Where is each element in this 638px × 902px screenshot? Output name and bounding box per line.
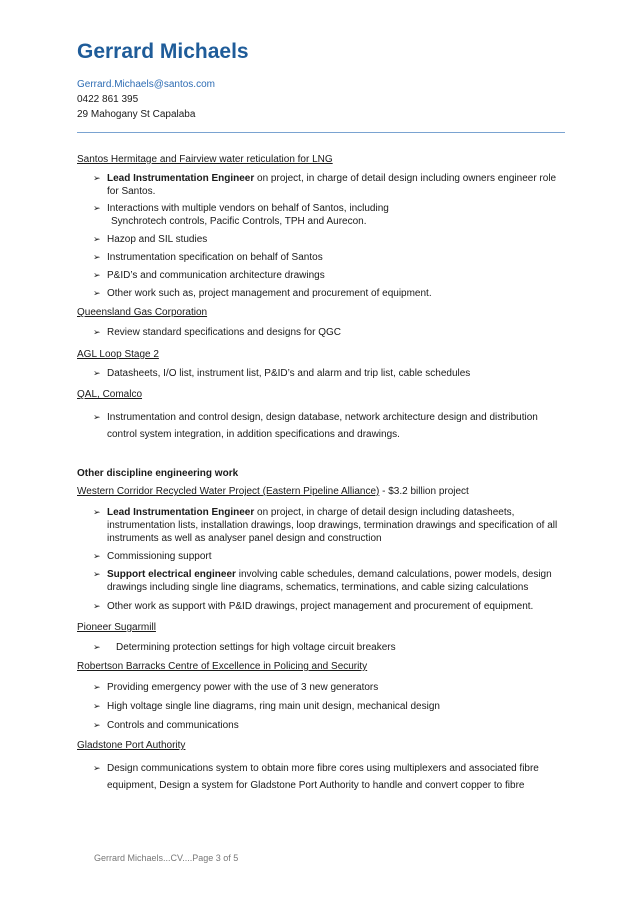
other-discipline-title: Other discipline engineering work [77,468,239,479]
arrow-bullet-icon: ➢ [93,412,101,422]
western-heading-line: Western Corridor Recycled Water Project (Eastern Pipeline Alliance) - $3.2 billion project [77,486,469,497]
arrow-bullet-icon: ➢ [93,327,101,337]
list-item: ➢ High voltage single line diagrams, ring main unit design, mechanical design [93,701,440,712]
gladstone-list [77,760,565,794]
arrow-bullet-icon: ➢ [93,252,101,262]
list-item: ➢ Datasheets, I/O list, instrument list, P&ID’s and alarm and trip list, cable schedules [93,368,471,379]
list-item: ➢ Providing emergency power with the use of 3 new generators [93,682,379,693]
email-link[interactable]: Gerrard.Michaels@santos.com [77,79,215,90]
arrow-bullet-icon: ➢ [93,601,101,611]
list-item: ➢ P&ID’s and communication architecture drawings [93,270,325,281]
robertson-list [77,681,565,732]
arrow-bullet-icon: ➢ [93,642,101,652]
arrow-bullet-icon: ➢ [93,234,101,244]
arrow-bullet-icon: ➢ [93,203,101,213]
arrow-bullet-icon: ➢ [93,507,101,517]
qgc-list [77,326,565,339]
arrow-bullet-icon: ➢ [93,682,101,692]
section-heading-agl: AGL Loop Stage 2 [77,349,159,360]
page-footer: Gerrard Michaels...CV....Page 3 of 5 [94,853,239,863]
agl-list [77,367,565,380]
section-heading-western: Western Corridor Recycled Water Project (Eastern Pipeline Alliance) [77,486,380,497]
arrow-bullet-icon: ➢ [93,173,101,183]
section-heading-gladstone: Gladstone Port Authority [77,740,186,751]
list-item: ➢ Instrumentation and control design, design database, network architecture design and distribution control system integration, in addition specifications and drawings. [93,409,565,443]
pioneer-list [77,641,565,654]
list-item: ➢ Other work as support with P&ID drawings, project management and procurement of equipment. [93,601,534,612]
list-item: ➢ Determining protection settings for high voltage circuit breakers [93,642,396,653]
list-item: ➢ Controls and communications [93,720,239,731]
experience-content [77,153,565,794]
list-item: ➢ Lead Instrumentation Engineer on project, in charge of detail design including datasheets, instrumentation lists, installation drawings, loop drawings, termination drawings and specification of all instruments as well as analyser panel design and construction [93,507,558,544]
section-heading-robertson: Robertson Barracks Centre of Excellence in Policing and Security [77,661,368,672]
arrow-bullet-icon: ➢ [93,288,101,298]
phone-number: 0422 861 395 [77,94,139,105]
list-item: ➢ Commissioning support [93,551,212,562]
list-item: ➢ Hazop and SIL studies [93,234,208,245]
list-item: ➢ Support electrical engineer involving cable schedules, demand calculations, power models, design drawings including single line diagrams, schematics, terminations, and cable sizing calculations [93,569,552,593]
contact-block [77,77,568,122]
arrow-bullet-icon: ➢ [93,763,101,773]
header [77,38,568,122]
list-item: ➢ Design communications system to obtain more fibre cores using multiplexers and associated fibre equipment, Design a system for Gladstone Port Authority to handle and convert copper to fibre [93,760,565,794]
list-item: ➢ Interactions with multiple vendors on behalf of Santos, including Synchrotech controls, Pacific Controls, TPH and Aurecon. [93,203,389,227]
list-item: ➢ Lead Instrumentation Engineer on project, in charge of detail design including owners engineer role for Santos. [93,173,557,197]
qal-list [77,409,565,443]
arrow-bullet-icon: ➢ [93,551,101,561]
header-divider [77,132,565,133]
section-heading-qgc: Queensland Gas Corporation [77,307,208,318]
arrow-bullet-icon: ➢ [93,720,101,730]
arrow-bullet-icon: ➢ [93,270,101,280]
address: 29 Mahogany St Capalaba [77,109,196,120]
section-heading-pioneer: Pioneer Sugarmill [77,622,156,633]
arrow-bullet-icon: ➢ [93,701,101,711]
section-heading-qal: QAL, Comalco [77,389,143,400]
list-item: ➢ Instrumentation specification on behalf of Santos [93,252,323,263]
list-item: ➢ Review standard specifications and designs for QGC [93,327,342,338]
arrow-bullet-icon: ➢ [93,569,101,579]
arrow-bullet-icon: ➢ [93,368,101,378]
candidate-name: Gerrard Michaels [77,40,249,63]
western-list [77,506,565,613]
list-item: ➢ Other work such as, project management and procurement of equipment. [93,288,432,299]
santos-list [77,172,565,300]
section-heading-santos: Santos Hermitage and Fairview water reticulation for LNG [77,154,333,165]
